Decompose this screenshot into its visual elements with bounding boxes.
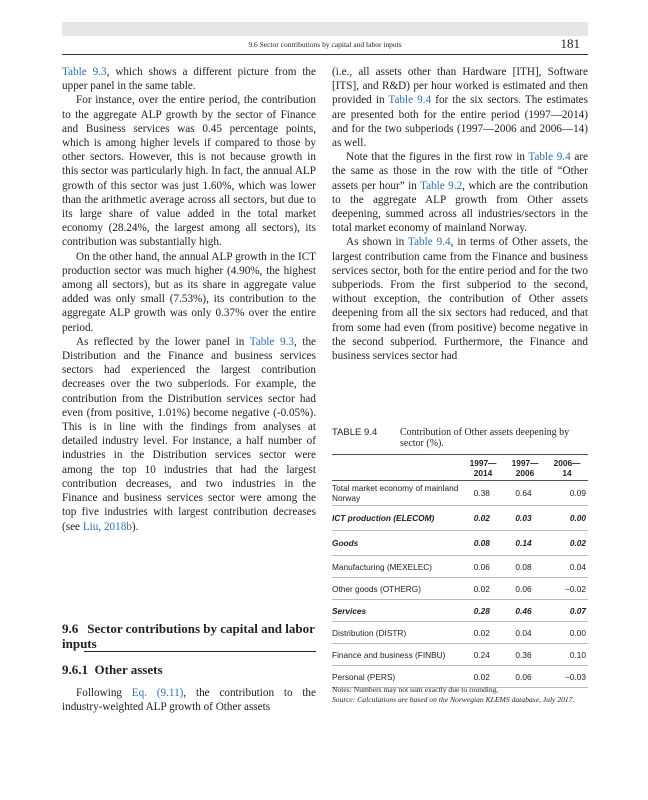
table-cell: 0.03 [515, 513, 532, 523]
table-cell: 0.02 [473, 627, 490, 638]
paragraph: As shown in Table 9.4, in terms of Other assets, the largest contribution came from the Finance and business services sector, both for the entire period and for the two subperiods. From the first subperiod to the second, without exception, the contribution of Other assets deepening from all the six sectors had reduced, and that from some had even (from positive) become negative in the second subperiod. Furthermore, the Finance and business services sector had [332, 236, 588, 363]
table-cell: 0.02 [473, 513, 490, 523]
row-label: ICT production (ELECOM) [332, 513, 435, 523]
notes-text: Notes: Numbers may not sum exactly due to rounding. [332, 685, 499, 694]
table-caption [332, 427, 588, 449]
table-cell: 0.00 [569, 627, 586, 638]
left-bottom-paragraph: Following Eq. (9.11), the contribution to the industry-weighted ALP growth of Other assets [62, 687, 316, 714]
table-link[interactable]: Table 9.2 [420, 179, 463, 192]
table-notes [332, 685, 588, 704]
running-header [62, 38, 588, 52]
table-cell: 0.06 [473, 561, 490, 572]
row-label: Distribution (DISTR) [332, 627, 407, 638]
row-label: Total market economy of mainland Norway [332, 483, 459, 503]
table-cell: 0.07 [569, 605, 586, 616]
table-cell: 0.46 [515, 605, 532, 616]
table-link[interactable]: Table 9.3 [249, 335, 294, 348]
paragraph: On the other hand, the annual ALP growth in the ICT production sector was much higher (4.90%, the highest among all sectors), but as its share in aggregate value added was only small (7.53%), its contribution to the aggregate ALP growth was only 0.37% over the entire period. [62, 250, 316, 334]
table-row [332, 644, 588, 666]
running-title: 9.6 Sector contributions by capital and labor inputs [248, 40, 402, 49]
table-link[interactable]: Table 9.3 [62, 66, 107, 78]
subsection-heading: 9.6.1 Other assets [62, 662, 163, 677]
table-cell: 0.10 [569, 649, 586, 660]
data-table [332, 454, 588, 688]
table-cell: 0.02 [569, 538, 586, 548]
table-header-row [332, 455, 588, 480]
right-column [332, 65, 588, 363]
table-cell: −0.02 [565, 583, 586, 594]
table-link[interactable]: Table 9.4 [528, 151, 571, 164]
table-cell: −0.03 [565, 671, 586, 682]
table-cell: 0.24 [473, 649, 490, 660]
paragraph: (i.e., all assets other than Hardware [ITH], Software [ITS], and R&D) per hour worked is estimated and then provided in Table 9.4 for the six sectors. The estimates are presented both for the entire period (1997—2014) and for the two subperiods (1997—2006 and 2006—14) as well. [332, 66, 589, 150]
table-cell: 0.64 [515, 488, 532, 498]
column-header: 1997— 2006 [511, 458, 539, 478]
section-heading: 9.6 Sector contributions by capital and labor inputs [62, 621, 315, 651]
table-row [332, 578, 588, 600]
table-row [332, 600, 588, 622]
citation-link[interactable]: Liu, 2018b [82, 520, 132, 533]
header-bar [62, 22, 588, 36]
section-rule [84, 651, 316, 652]
table-label: TABLE 9.4 [332, 427, 378, 438]
table-cell: 0.00 [569, 513, 586, 523]
table-cell: 0.02 [473, 583, 490, 594]
table-cell: 0.38 [473, 488, 490, 498]
table-cell: 0.28 [473, 605, 490, 616]
source-text: Source: Calculations are based on the Norwegian KLEMS database, July 2017. [332, 694, 575, 704]
paragraph: As reflected by the lower panel in Table 9.3, the Distribution and the Finance and business services sectors had experienced the largest contribution decreases over the two subperiods. For example, the contribution from the Distribution services sector had even (from positive, 1.01%) become negative (-0.05%). This is in line with the findings from analyses at detailed industry level. For instance, a half number of industries in the Distribution services sector were among the top 10 industries that had the largest contribution decreases, and two industries in the Finance and business services sector were among the top five industries with largest contribution decreases (see Liu, 2018b). [62, 335, 316, 533]
row-label: Other goods (OTHERG) [332, 583, 421, 594]
equation-link[interactable]: Eq. (9.11) [131, 687, 184, 699]
row-label: Finance and business (FINBU) [332, 649, 446, 660]
table-cell: 0.04 [569, 561, 586, 572]
table-cell: 0.36 [515, 649, 532, 660]
table-cell: 0.14 [515, 538, 532, 548]
page-number: 181 [560, 36, 580, 51]
column-header: 2006— 14 [553, 458, 581, 478]
paragraph: Table 9.3, which shows a different picture from the upper panel in the same table. [62, 66, 316, 93]
table-cell: 0.06 [515, 671, 532, 682]
paragraph: Note that the figures in the first row in Table 9.4 are the same as those in the row with the title of “Other assets per hour” in Table 9.2, which are the contribution to the aggregate ALP growth from Other assets deepening, summed across all industries/sectors in the total market economy of mainland Norway. [332, 151, 589, 235]
table-caption-text: Contribution of Other assets deepening by sector (%). [400, 427, 570, 449]
table-row [332, 622, 588, 644]
table-row [332, 556, 588, 578]
row-label: Services [332, 605, 367, 616]
table-cell: 0.02 [473, 671, 490, 682]
row-label: Manufacturing (MEXELEC) [332, 561, 433, 572]
header-rule [62, 54, 588, 55]
paragraph: For instance, over the entire period, the contribution to the aggregate ALP growth by the sector of Finance and Business services was 0.45 percentage points, which is among higher levels if compared to those by other sectors. However, this is not because growth in this sector was particularly high. In fact, the annual ALP growth of this sector was just 1.60%, which was lower than the arithmetic average across all sectors, but due to its large share of value added in the total market economy (28.24%, the largest among all sectors), its contribution was substantially high. [62, 94, 316, 249]
column-header: 1997— 2014 [469, 458, 497, 478]
table-link[interactable]: Table 9.4 [407, 236, 451, 249]
table-cell: 0.08 [473, 538, 490, 548]
table-row [332, 506, 588, 531]
table-body [332, 481, 588, 688]
left-column [62, 65, 316, 534]
table-cell: 0.09 [569, 488, 586, 498]
table-row [332, 481, 588, 506]
table-link[interactable]: Table 9.4 [388, 94, 432, 107]
table-cell: 0.04 [515, 627, 532, 638]
row-label: Goods [332, 538, 359, 548]
table-row [332, 531, 588, 556]
table-cell: 0.06 [515, 583, 532, 594]
row-label: Personal (PERS) [332, 671, 396, 682]
table-cell: 0.08 [515, 561, 532, 572]
